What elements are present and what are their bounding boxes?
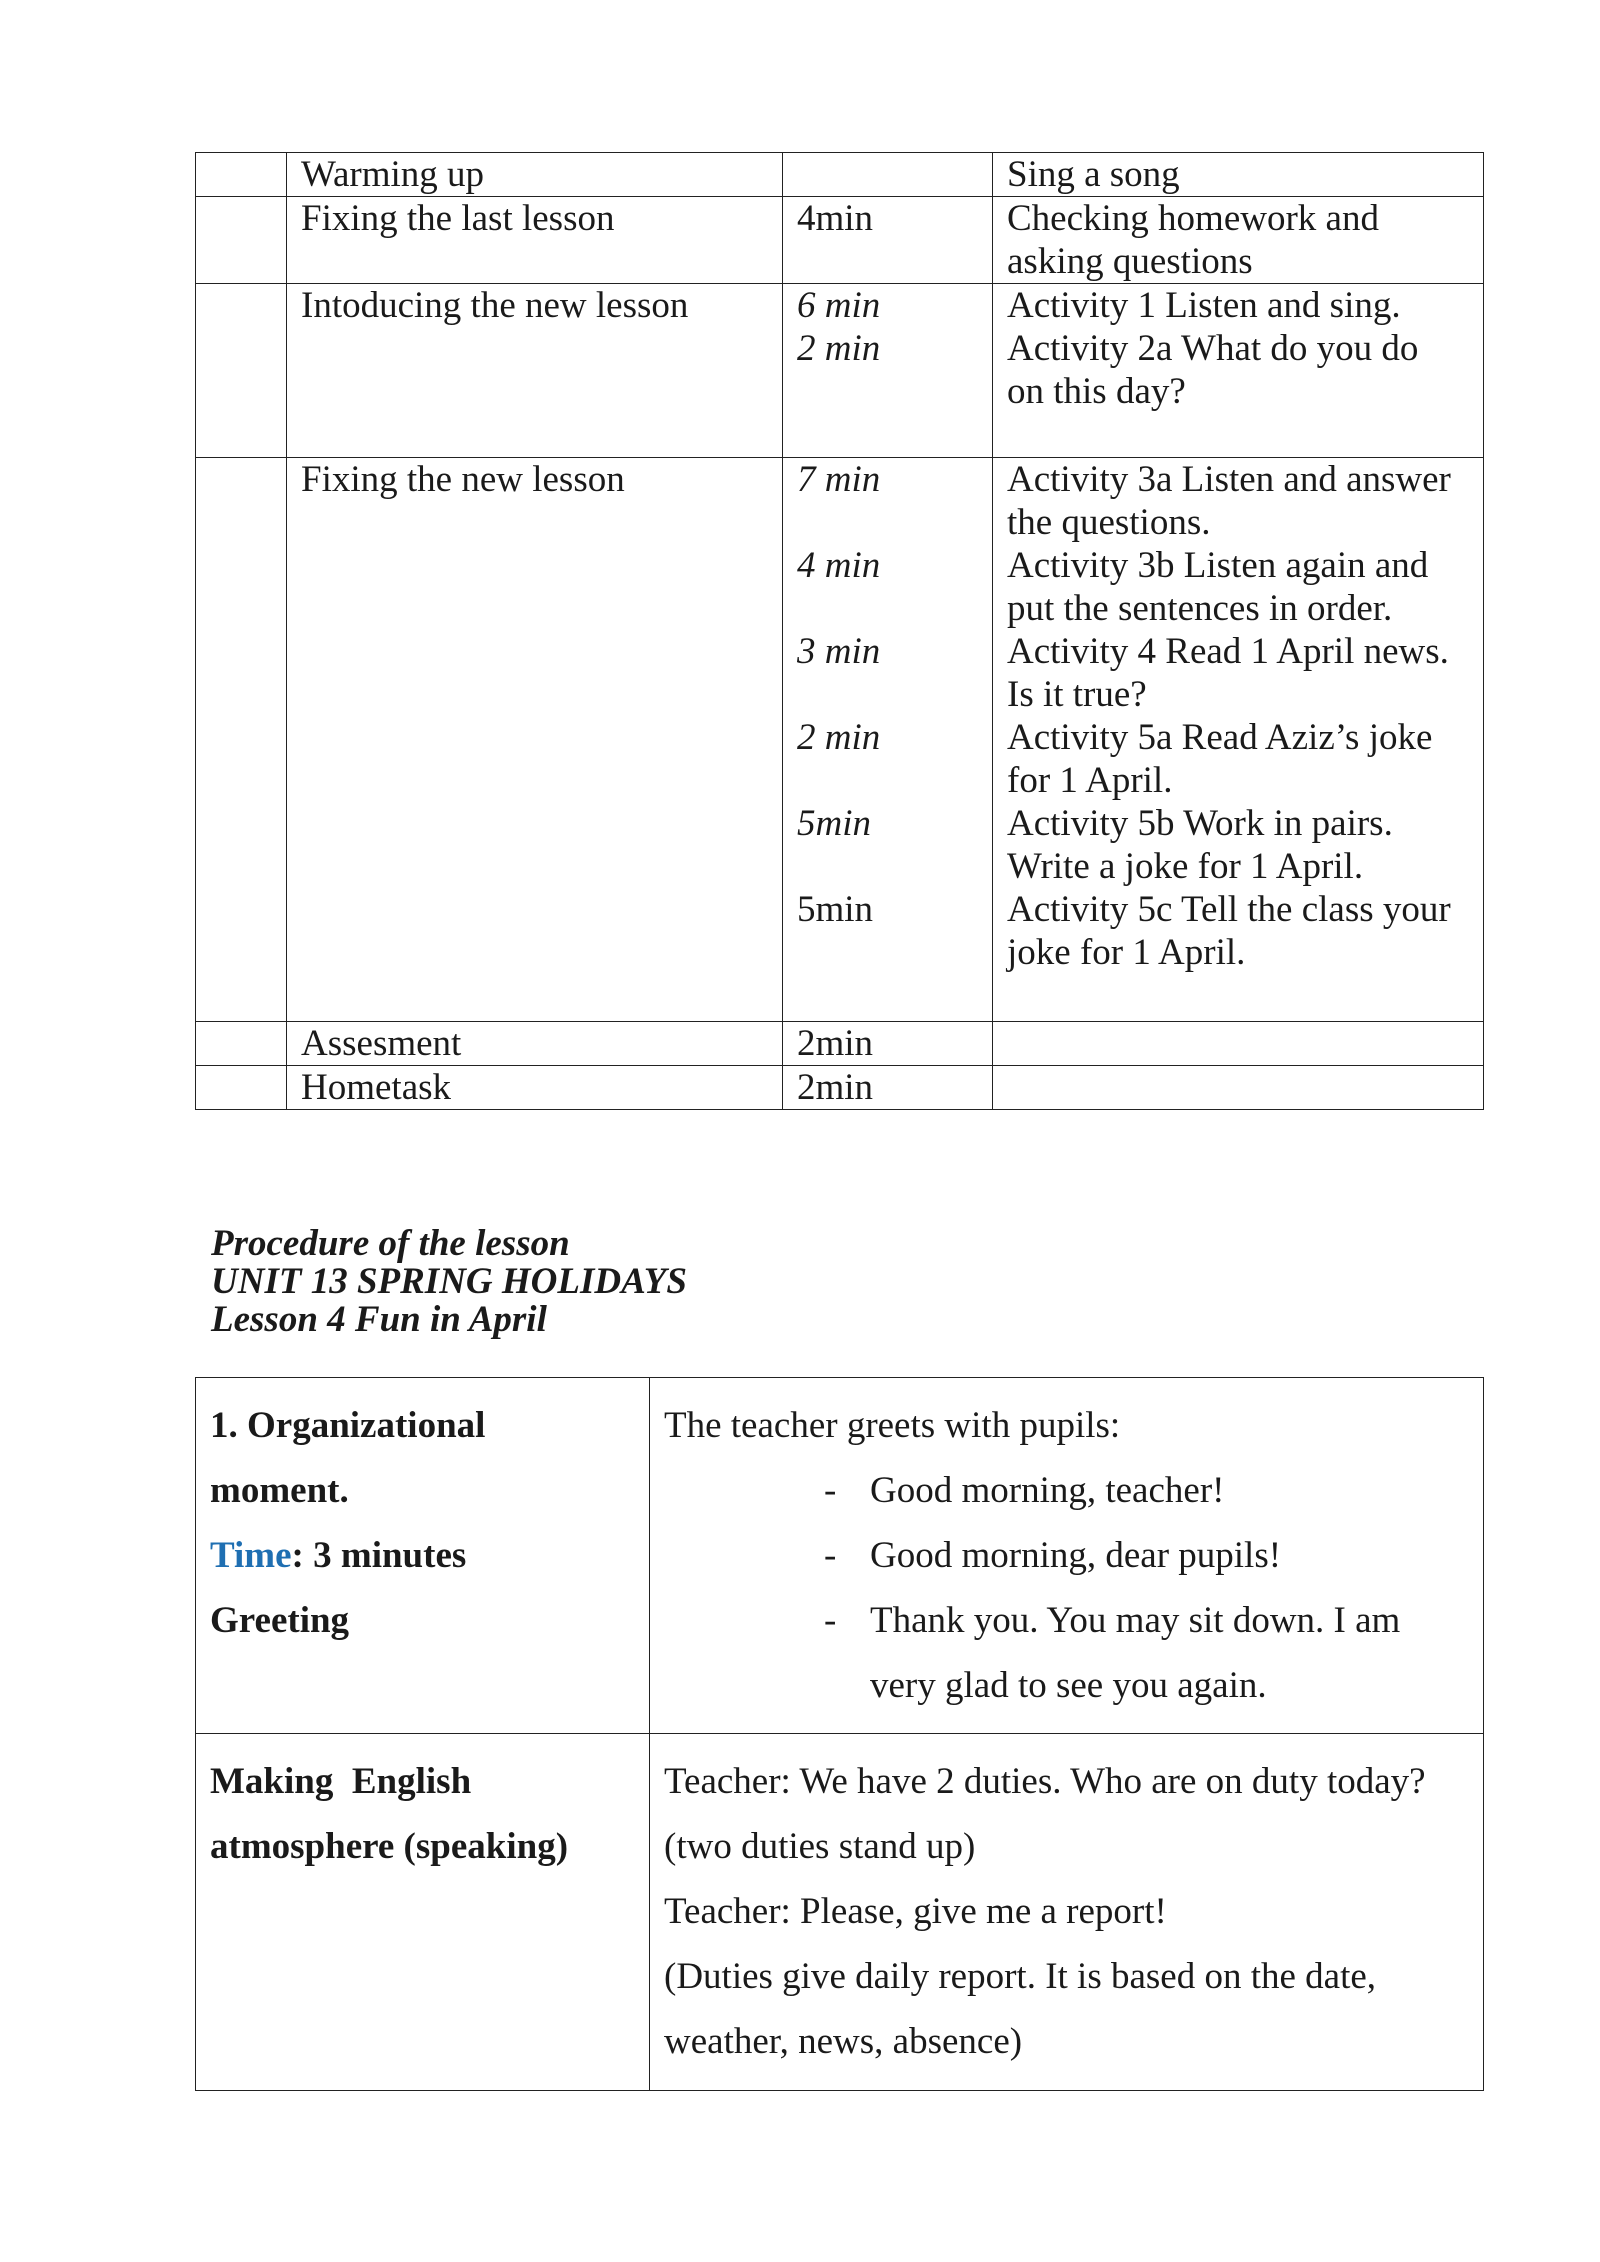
plan-time-text: [797, 501, 978, 544]
plan-number-cell: [196, 458, 287, 1022]
plan-activity-text: Activity 3b Listen again and: [1007, 545, 1429, 586]
plan-time-text: 5min: [797, 889, 874, 930]
plan-stage-text: Hometask: [301, 1067, 452, 1108]
stage-heading-cont: moment.: [210, 1470, 349, 1511]
time-line: [210, 1523, 635, 1588]
lesson-title: Lesson 4 Fun in April: [211, 1299, 547, 1340]
plan-activity-text: Write a joke for 1 April.: [1007, 846, 1364, 887]
plan-time-text: 4 min: [797, 545, 881, 586]
procedure-table: [195, 1377, 1484, 2091]
stage-sub: Greeting: [210, 1600, 350, 1641]
plan-row: [196, 153, 1484, 197]
plan-activity-cell: [993, 1022, 1484, 1066]
unit-title: UNIT 13 SPRING HOLIDAYS: [211, 1261, 687, 1302]
plan-stage-cell: [287, 284, 783, 458]
plan-activity-text: asking questions: [1007, 241, 1253, 282]
plan-number-cell: [196, 1022, 287, 1066]
content-line: Teacher: Please, give me a report!: [664, 1891, 1167, 1932]
plan-row: [196, 1022, 1484, 1066]
plan-activity-text: on this day?: [1007, 371, 1186, 412]
lesson-plan-table: [195, 152, 1484, 1110]
plan-activity-text: Sing a song: [1007, 154, 1180, 195]
stage-heading-cont: atmosphere (speaking): [210, 1826, 569, 1867]
plan-stage-cell: [287, 153, 783, 197]
plan-stage-text: Fixing the new lesson: [301, 459, 625, 500]
plan-time-cell: [783, 284, 993, 458]
plan-time-cell: [783, 197, 993, 284]
content-line: (two duties stand up): [664, 1826, 976, 1867]
plan-row: [196, 1066, 1484, 1110]
plan-stage-cell: [287, 1066, 783, 1110]
plan-stage-cell: [287, 197, 783, 284]
plan-activity-cell: [993, 284, 1484, 458]
plan-activity-text: for 1 April.: [1007, 760, 1173, 801]
procedure-row-organizational: [196, 1378, 1484, 1734]
plan-time-cell: [783, 1022, 993, 1066]
plan-number-cell: [196, 284, 287, 458]
plan-time-text: 2 min: [797, 717, 881, 758]
plan-row: [196, 458, 1484, 1022]
plan-time-cell: [783, 1066, 993, 1110]
plan-activity-text: joke for 1 April.: [1007, 932, 1246, 973]
dash-bullet: -: [824, 1470, 837, 1511]
dash-bullet: -: [824, 1535, 837, 1576]
dialog-item: [664, 1588, 1469, 1653]
content-line: weather, news, absence): [664, 2021, 1023, 2062]
procedure-row-atmosphere: [196, 1734, 1484, 2091]
dialog-text: very glad to see you again.: [870, 1665, 1267, 1706]
plan-activity-cell: [993, 197, 1484, 284]
plan-time-text: 3 min: [797, 631, 881, 672]
plan-activity-cell: [993, 153, 1484, 197]
time-value: : 3 minutes: [291, 1535, 467, 1576]
plan-time-text: 6 min: [797, 285, 881, 326]
plan-activity-text: Activity 5a Read Aziz’s joke: [1007, 717, 1433, 758]
plan-time-text: 2min: [797, 1023, 874, 1064]
plan-number-cell: [196, 197, 287, 284]
content-line: (Duties give daily report. It is based on the date,: [664, 1956, 1377, 1997]
plan-activity-text: Activity 5b Work in pairs.: [1007, 803, 1393, 844]
plan-time-text: [797, 587, 978, 630]
stage-heading: Making English: [210, 1761, 472, 1802]
plan-time-text: [797, 673, 978, 716]
plan-activity-text: Activity 3a Listen and answer: [1007, 459, 1451, 500]
plan-time-text: 7 min: [797, 459, 881, 500]
plan-time-text: 5min: [797, 803, 871, 844]
plan-activity-text: Checking homework and: [1007, 198, 1379, 239]
plan-row: [196, 284, 1484, 458]
plan-activity-text: Activity 5c Tell the class your: [1007, 889, 1451, 930]
dialog-item: [664, 1458, 1469, 1523]
plan-activity-text: Activity 4 Read 1 April news.: [1007, 631, 1449, 672]
plan-stage-text: Warming up: [301, 154, 485, 195]
plan-activity-cell: [993, 458, 1484, 1022]
plan-time-text: 2min: [797, 1067, 874, 1108]
plan-time-cell: [783, 458, 993, 1022]
plan-stage-text: Intoducing the new lesson: [301, 285, 689, 326]
plan-number-cell: [196, 153, 287, 197]
stage-heading: 1. Organizational: [210, 1405, 486, 1446]
plan-row: [196, 197, 1484, 284]
plan-activity-text: put the sentences in order.: [1007, 588, 1393, 629]
plan-number-cell: [196, 1066, 287, 1110]
plan-time-text: 4min: [797, 198, 874, 239]
stage-cell: [196, 1378, 650, 1734]
content-cell: [650, 1378, 1484, 1734]
dialog-text: Good morning, teacher!: [870, 1470, 1225, 1511]
plan-stage-cell: [287, 1022, 783, 1066]
plan-time-text: [797, 759, 978, 802]
plan-time-text: 2 min: [797, 328, 881, 369]
content-cell: [650, 1734, 1484, 2091]
plan-activity-cell: [993, 1066, 1484, 1110]
plan-time-cell: [783, 153, 993, 197]
plan-activity-text: Activity 2a What do you do: [1007, 328, 1419, 369]
plan-activity-text: Activity 1 Listen and sing.: [1007, 285, 1401, 326]
time-label: Time: [210, 1535, 292, 1576]
intro-text: The teacher greets with pupils:: [664, 1405, 1121, 1446]
plan-stage-text: Assesment: [301, 1023, 462, 1064]
plan-activity-text: the questions.: [1007, 502, 1211, 543]
dash-bullet: -: [824, 1600, 837, 1641]
content-line: Teacher: We have 2 duties. Who are on duty today?: [664, 1761, 1426, 1802]
dialog-text: Good morning, dear pupils!: [870, 1535, 1282, 1576]
dialog-item: [664, 1523, 1469, 1588]
plan-stage-text: Fixing the last lesson: [301, 198, 615, 239]
dialog-text: Thank you. You may sit down. I am: [870, 1600, 1401, 1641]
plan-time-text: [797, 845, 978, 888]
stage-cell: [196, 1734, 650, 2091]
procedure-title: Procedure of the lesson: [211, 1223, 570, 1264]
plan-activity-text: Is it true?: [1007, 674, 1147, 715]
dialog-item-continuation: [664, 1653, 1469, 1718]
procedure-heading: [211, 1225, 687, 1339]
plan-stage-cell: [287, 458, 783, 1022]
